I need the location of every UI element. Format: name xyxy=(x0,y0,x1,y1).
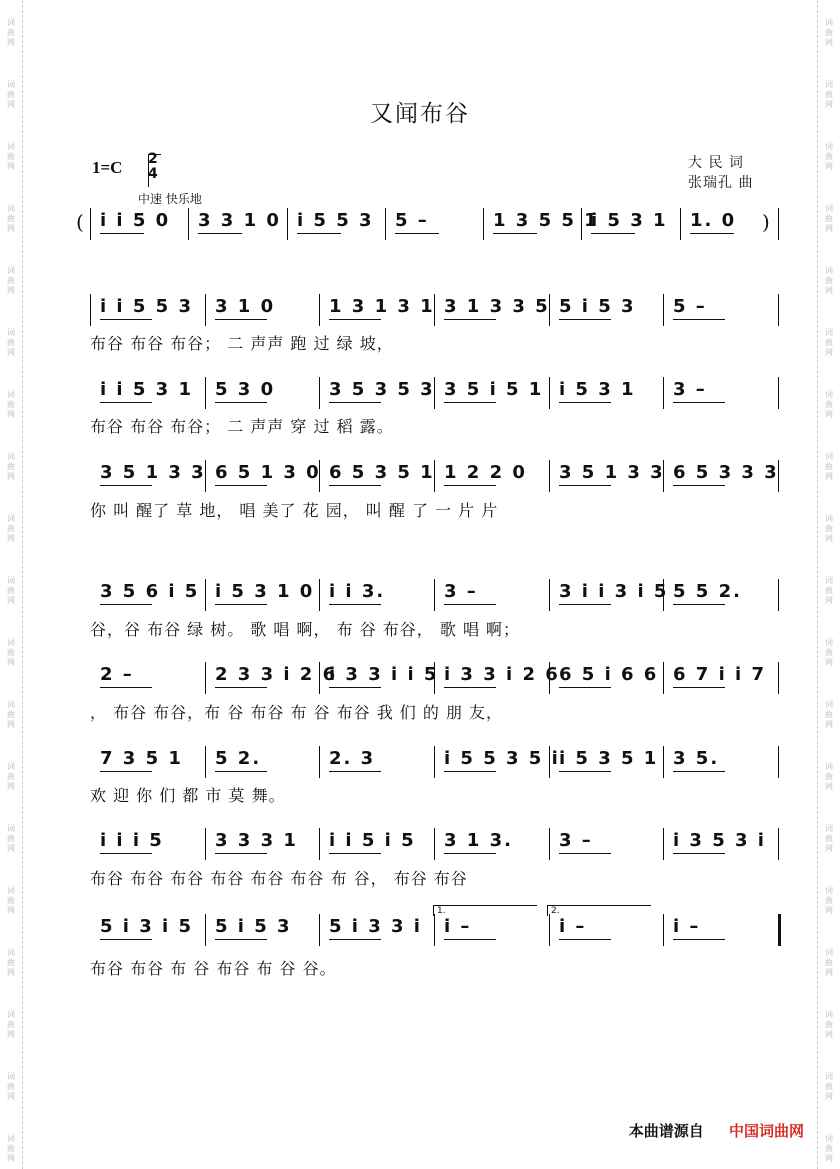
barline xyxy=(680,208,681,240)
measure: 3 5 1 3 3 xyxy=(559,462,665,483)
notation-row xyxy=(90,826,780,866)
measure: 5 3 0 xyxy=(215,379,276,400)
note-underline xyxy=(559,402,611,403)
barline xyxy=(319,828,320,860)
watermark-text: 词 曲 网 xyxy=(825,266,833,295)
barline xyxy=(188,208,189,240)
note-underline xyxy=(329,771,381,772)
composer-credit: 张瑞孔 曲 xyxy=(688,175,754,191)
barline xyxy=(778,208,779,240)
measure: 3 i i 3 i 5 xyxy=(559,581,669,602)
measure: 6 7 i i 7 xyxy=(673,664,766,685)
note-underline xyxy=(215,771,267,772)
note-underline xyxy=(215,402,267,403)
barline xyxy=(434,914,435,946)
note-underline xyxy=(329,485,381,486)
watermark-text: 词 曲 网 xyxy=(7,1134,15,1163)
note-underline xyxy=(444,319,496,320)
measure: i 5 3 1 xyxy=(591,210,668,231)
lyric-line: ， 布谷 布谷，布 谷 布谷 布 谷 布谷 我 们 的 朋 友， xyxy=(90,703,504,722)
close-paren: ) xyxy=(762,210,770,234)
barline xyxy=(778,662,779,694)
note-underline xyxy=(673,687,725,688)
note-underline xyxy=(444,771,496,772)
measure: 3 3 1 0 xyxy=(198,210,281,231)
barline xyxy=(205,579,206,611)
note-underline xyxy=(297,233,341,234)
measure: 5 2. xyxy=(215,748,262,769)
note-underline xyxy=(444,939,496,940)
watermark-text: 词 曲 网 xyxy=(7,142,15,171)
watermark-text: 词 曲 网 xyxy=(7,514,15,543)
note-underline xyxy=(198,233,242,234)
note-underline xyxy=(100,604,152,605)
measure: 3 1 3. xyxy=(444,830,513,851)
measure: i 5 3 1 0 xyxy=(215,581,315,602)
barline xyxy=(434,579,435,611)
note-underline xyxy=(444,402,496,403)
measure: i i i 5 xyxy=(100,830,164,851)
measure: 3 5 1 3 3 xyxy=(100,462,206,483)
note-underline xyxy=(690,233,734,234)
note-underline xyxy=(215,485,267,486)
measure: i 5 5 3 5 i xyxy=(444,748,560,769)
watermark-text: 词 曲 网 xyxy=(7,452,15,481)
measure: 3 5. xyxy=(673,748,720,769)
tempo-marking: 中速 快乐地 xyxy=(138,192,202,206)
note-underline xyxy=(215,319,267,320)
notation-row xyxy=(90,744,780,784)
note-underline xyxy=(673,853,725,854)
barline xyxy=(319,294,320,326)
note-underline xyxy=(591,233,635,234)
note-underline xyxy=(329,853,381,854)
note-underline xyxy=(100,233,144,234)
watermark-text: 词 曲 网 xyxy=(7,576,15,605)
barline xyxy=(549,377,550,409)
note-underline xyxy=(100,853,152,854)
barline xyxy=(205,294,206,326)
measure: 2 3 3 i 2 6 xyxy=(215,664,338,685)
measure: 2 – xyxy=(100,664,134,685)
note-underline xyxy=(329,402,381,403)
note-underline xyxy=(673,771,725,772)
watermark-text: 词 曲 网 xyxy=(7,1072,15,1101)
measure: 3 3 3 1 xyxy=(215,830,298,851)
watermark-text: 词 曲 网 xyxy=(825,948,833,977)
watermark-text: 词 曲 网 xyxy=(825,824,833,853)
watermark-text: 词 曲 网 xyxy=(7,1010,15,1039)
notation-row xyxy=(90,577,780,617)
note-underline xyxy=(329,687,381,688)
watermark-text: 词 曲 网 xyxy=(7,824,15,853)
note-underline xyxy=(559,319,611,320)
watermark-text: 词 曲 网 xyxy=(7,266,15,295)
note-underline xyxy=(559,771,611,772)
lyric-line: 欢 迎 你 们 都 市 莫 舞。 xyxy=(90,786,286,805)
barline xyxy=(90,208,91,240)
time-numerator: 2 xyxy=(148,151,158,167)
measure: i 3 3 i 2 6 xyxy=(444,664,560,685)
measure: 3 1 3 3 5 xyxy=(444,296,550,317)
barline xyxy=(549,460,550,492)
right-margin-watermark xyxy=(817,0,840,1169)
note-underline xyxy=(215,604,267,605)
watermark-text: 词 曲 网 xyxy=(7,328,15,357)
measure: 1 2 2 0 xyxy=(444,462,527,483)
time-denominator: 4 xyxy=(148,166,158,182)
measure: 6 5 3 3 3 xyxy=(673,462,779,483)
watermark-text: 词 曲 网 xyxy=(825,576,833,605)
note-underline xyxy=(100,771,152,772)
barline xyxy=(663,377,664,409)
measure: 5 i 5 3 xyxy=(559,296,636,317)
measure: i i 5 i 5 xyxy=(329,830,416,851)
lyric-line: 你 叫 醒了 草 地， 唱 美了 花 园， 叫 醒 了 一 片 片 xyxy=(90,501,499,520)
note-underline xyxy=(395,233,439,234)
watermark-text: 词 曲 网 xyxy=(7,638,15,667)
watermark-text: 词 曲 网 xyxy=(7,700,15,729)
note-underline xyxy=(673,604,725,605)
watermark-text: 词 曲 网 xyxy=(825,452,833,481)
barline xyxy=(778,746,779,778)
volta-bracket: 1. xyxy=(433,905,537,916)
measure: 3 1 0 xyxy=(215,296,276,317)
watermark-text: 词 曲 网 xyxy=(7,390,15,419)
note-underline xyxy=(215,687,267,688)
watermark-text: 词 曲 网 xyxy=(7,204,15,233)
notation-row xyxy=(76,206,780,246)
watermark-text: 词 曲 网 xyxy=(825,1010,833,1039)
barline xyxy=(205,828,206,860)
note-underline xyxy=(329,604,381,605)
measure: 3 5 i 5 1 xyxy=(444,379,544,400)
barline xyxy=(778,377,779,409)
note-underline xyxy=(444,853,496,854)
note-underline xyxy=(215,853,267,854)
watermark-text: 词 曲 网 xyxy=(825,700,833,729)
measure: i i 5 0 xyxy=(100,210,171,231)
barline xyxy=(549,579,550,611)
barline xyxy=(205,746,206,778)
watermark-text: 词 曲 网 xyxy=(825,390,833,419)
measure: 3 5 6 i 5 xyxy=(100,581,200,602)
note-underline xyxy=(100,485,152,486)
note-underline xyxy=(100,319,152,320)
note-underline xyxy=(329,939,381,940)
lyric-line: 布谷 布谷 布谷 布谷 布谷 布谷 布 谷， 布谷 布谷 xyxy=(90,869,468,888)
measure: 5 i 3 3 i xyxy=(329,916,422,937)
measure: i i 3. xyxy=(329,581,386,602)
notation-row xyxy=(90,660,780,700)
watermark-text: 词 曲 网 xyxy=(825,638,833,667)
measure: i – xyxy=(444,916,472,937)
barline xyxy=(319,579,320,611)
note-underline xyxy=(329,319,381,320)
measure: 5 5 2. xyxy=(673,581,742,602)
note-underline xyxy=(559,939,611,940)
measure: 5 i 5 3 xyxy=(215,916,292,937)
note-underline xyxy=(673,939,725,940)
barline xyxy=(319,377,320,409)
note-underline xyxy=(673,319,725,320)
note-underline xyxy=(559,485,611,486)
key-signature: 1=C xyxy=(92,158,123,177)
watermark-text: 词 曲 网 xyxy=(7,886,15,915)
barline xyxy=(778,828,779,860)
measure: i – xyxy=(559,916,587,937)
song-title: 又闻布谷 xyxy=(370,101,470,127)
measure: i – xyxy=(673,916,701,937)
barline xyxy=(319,914,320,946)
measure: 5 – xyxy=(673,296,707,317)
barline xyxy=(205,662,206,694)
measure: 5 – xyxy=(395,210,429,231)
note-underline xyxy=(444,687,496,688)
barline xyxy=(434,746,435,778)
measure: 1 3 5 5 1 xyxy=(493,210,599,231)
note-underline xyxy=(673,402,725,403)
barline xyxy=(663,662,664,694)
watermark-text: 词 曲 网 xyxy=(825,1072,833,1101)
barline xyxy=(663,914,664,946)
watermark-text: 词 曲 网 xyxy=(7,18,15,47)
measure: i i 5 5 3 xyxy=(100,296,193,317)
barline xyxy=(287,208,288,240)
measure: i 5 5 3 xyxy=(297,210,374,231)
measure: i 5 3 5 1 xyxy=(559,748,659,769)
watermark-text: 词 曲 网 xyxy=(825,204,833,233)
measure: 3 5 3 5 3 xyxy=(329,379,435,400)
watermark-text: 词 曲 网 xyxy=(825,514,833,543)
measure: 3 – xyxy=(673,379,707,400)
watermark-text: 词 曲 网 xyxy=(825,328,833,357)
lyric-line: 布谷 布谷 布 谷 布谷 布 谷 谷。 xyxy=(90,959,337,978)
measure: i 3 5 3 i xyxy=(673,830,766,851)
note-underline xyxy=(673,485,725,486)
measure: 2. 3 xyxy=(329,748,376,769)
barline xyxy=(483,208,484,240)
note-underline xyxy=(444,604,496,605)
barline xyxy=(778,914,781,946)
measure: 1. 0 xyxy=(690,210,737,231)
watermark-text: 词 曲 网 xyxy=(7,948,15,977)
barline xyxy=(205,377,206,409)
watermark-text: 词 曲 网 xyxy=(825,1134,833,1163)
barline xyxy=(319,746,320,778)
measure: i 5 3 1 xyxy=(559,379,636,400)
source-site: 中国词曲网 xyxy=(728,1122,804,1140)
measure: 6 5 3 5 1 xyxy=(329,462,435,483)
barline xyxy=(549,914,550,946)
barline xyxy=(663,828,664,860)
note-underline xyxy=(100,939,152,940)
measure: 3 – xyxy=(444,581,478,602)
note-underline xyxy=(215,939,267,940)
watermark-text: 词 曲 网 xyxy=(825,886,833,915)
left-margin-watermark xyxy=(0,0,23,1169)
note-underline xyxy=(100,402,152,403)
watermark-text: 词 曲 网 xyxy=(7,80,15,109)
note-underline xyxy=(100,687,152,688)
watermark-text: 词 曲 网 xyxy=(825,18,833,47)
measure: 7 3 5 1 xyxy=(100,748,183,769)
measure: 5 i 3 i 5 xyxy=(100,916,193,937)
lyricist-credit: 大 民 词 xyxy=(688,155,744,171)
time-signature xyxy=(148,152,158,182)
lyric-line: 布谷 布谷 布谷； 二 声声 穿 过 稻 露。 xyxy=(90,417,394,436)
barline xyxy=(778,579,779,611)
note-underline xyxy=(559,687,611,688)
watermark-text: 词 曲 网 xyxy=(825,80,833,109)
source-label: 本曲谱源自 xyxy=(628,1122,704,1140)
barline xyxy=(778,294,779,326)
note-underline xyxy=(493,233,537,234)
source-footer xyxy=(629,1120,804,1141)
notation-row xyxy=(90,458,780,498)
measure: 3 – xyxy=(559,830,593,851)
barline xyxy=(663,746,664,778)
barline xyxy=(434,828,435,860)
barline xyxy=(663,294,664,326)
measure: i 3 3 i i 5 xyxy=(329,664,439,685)
watermark-text: 词 曲 网 xyxy=(825,762,833,791)
watermark-text: 词 曲 网 xyxy=(825,142,833,171)
note-underline xyxy=(559,604,611,605)
notation-row xyxy=(90,292,780,332)
watermark-text: 词 曲 网 xyxy=(7,762,15,791)
barline xyxy=(549,828,550,860)
note-underline xyxy=(559,853,611,854)
note-underline xyxy=(444,485,496,486)
notation-row xyxy=(90,912,780,952)
notation-row xyxy=(90,375,780,415)
barline xyxy=(205,914,206,946)
open-paren: ( xyxy=(76,210,84,234)
lyric-line: 谷，谷 布谷 绿 树。 歌 唱 啊， 布 谷 布谷， 歌 唱 啊； xyxy=(90,620,521,639)
barline xyxy=(385,208,386,240)
volta-bracket: 2. xyxy=(547,905,651,916)
lyric-line: 布谷 布谷 布谷； 二 声声 跑 过 绿 坡， xyxy=(90,334,394,353)
barline xyxy=(90,294,91,326)
measure: 6 5 i 6 6 xyxy=(559,664,659,685)
measure: 6 5 1 3 0 xyxy=(215,462,321,483)
measure: i i 5 3 1 xyxy=(100,379,193,400)
measure: 1 3 1 3 1 xyxy=(329,296,435,317)
